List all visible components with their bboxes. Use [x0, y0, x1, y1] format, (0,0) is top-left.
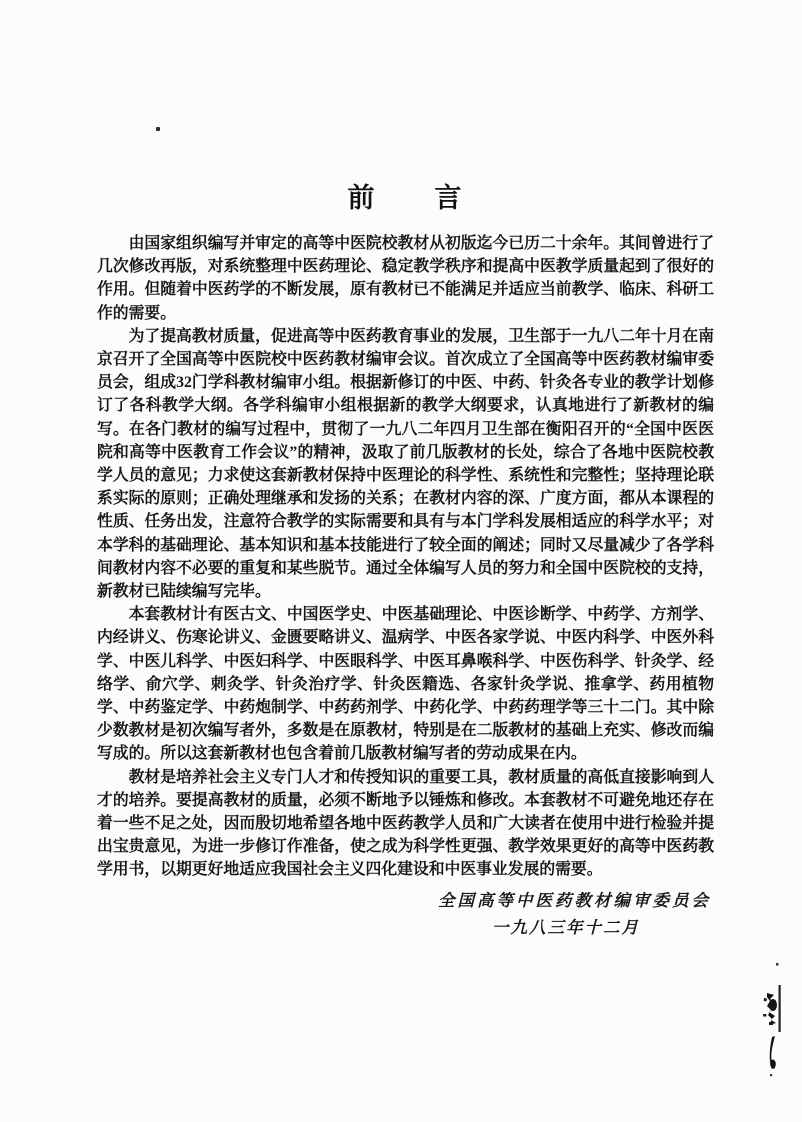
- signature-block: [97, 887, 714, 941]
- signature-organization: 全国高等中医药教材编审委员会: [438, 890, 711, 910]
- ink-speck-artifact: [156, 127, 160, 131]
- signature-date: 一九八三年十二月: [492, 917, 640, 937]
- page-title: 前 言: [347, 183, 464, 213]
- paragraph-4: 教材是培养社会主义专门人才和传授知识的重要工具，教材质量的高低直接影响到人才的培养。要提高教材的质量，必须不断地予以锤炼和修改。本套教材不可避免地还存在着一些不足之处，因而殷切地希望各地中医药教学人员和广大读者在使用中进行检验并提出宝贵意见，为进一步修订作准备，使之成为科学性更强、教学效果更好的高等中医药教学用书，以期更好地适应我国社会主义四化建设和中医事业发展的需要。: [97, 768, 714, 879]
- paragraph-3: 本套教材计有医古文、中国医学史、中医基础理论、中医诊断学、中药学、方剂学、内经讲义、伤寒论讲义、金匮要略讲义、温病学、中医各家学说、中医内科学、中医外科学、中医儿科学、中医妇科学、中医眼科学、中医耳鼻喉科学、中医伤科学、针灸学、经络学、俞穴学、刺灸学、针灸治疗学、针灸医籍选、各家针灸学说、推拿学、药用植物学、中药鉴定学、中药炮制学、中药药剂学、中药化学、中药药理学等三十二门。其中除少数教材是初次编写者外，多数是在原教材，特别是在二版教材的基础上充实、修改而编写成的。所以这套新教材也包含着前几版教材编写者的劳动成果在内。: [97, 606, 714, 763]
- paragraph-2: 为了提高教材质量，促进高等中医药教育事业的发展，卫生部于一九八二年十月在南京召开了全国高等中医院校中医药教材编审会议。首次成立了全国高等中医药教材编审委员会，组成32门学科教材编审小组。根据新修订的中医、中药、针灸各专业的教学计划修订了各科教学大纲。各学科编审小组根据新的教学大纲要求，认真地进行了新教材的编写。在各门教材的编写过程中，贯彻了一九八二年四月卫生部在衡阳召开的“全国中医医院和高等中医教育工作会议”的精神，汲取了前几版教材的长处，综合了各地中医院校教学人员的意见；力求使这套新教材保持中医理论的科学性、系统性和完整性；坚持理论联系实际的原则；正确处理继承和发扬的关系；在教材内容的深、广度方面，都从本课程的性质、任务出发，注意符合教学的实际需要和具有与本门学科发展相适应的科学水平；对本学科的基础理论、基本知识和基本技能进行了较全面的阐述；同时又尽量减少了各学科间教材内容不必要的重复和某些脱节。通过全体编写人员的努力和全国中医院校的支持，新教材已陆续编写完毕。: [97, 327, 714, 601]
- ink-smudge-artifact: [748, 958, 790, 1088]
- text-block: [97, 176, 714, 941]
- paragraph-1: 由国家组织编写并审定的高等中医院校教材从初版迄今已历二十余年。其间曾进行了几次修改再版，对系统整理中医药理论、稳定教学秩序和提高中医教学质量起到了很好的作用。但随着中医药学的不断发展，原有教材已不能满足并适应当前教学、临床、科研工作的需要。: [97, 235, 714, 322]
